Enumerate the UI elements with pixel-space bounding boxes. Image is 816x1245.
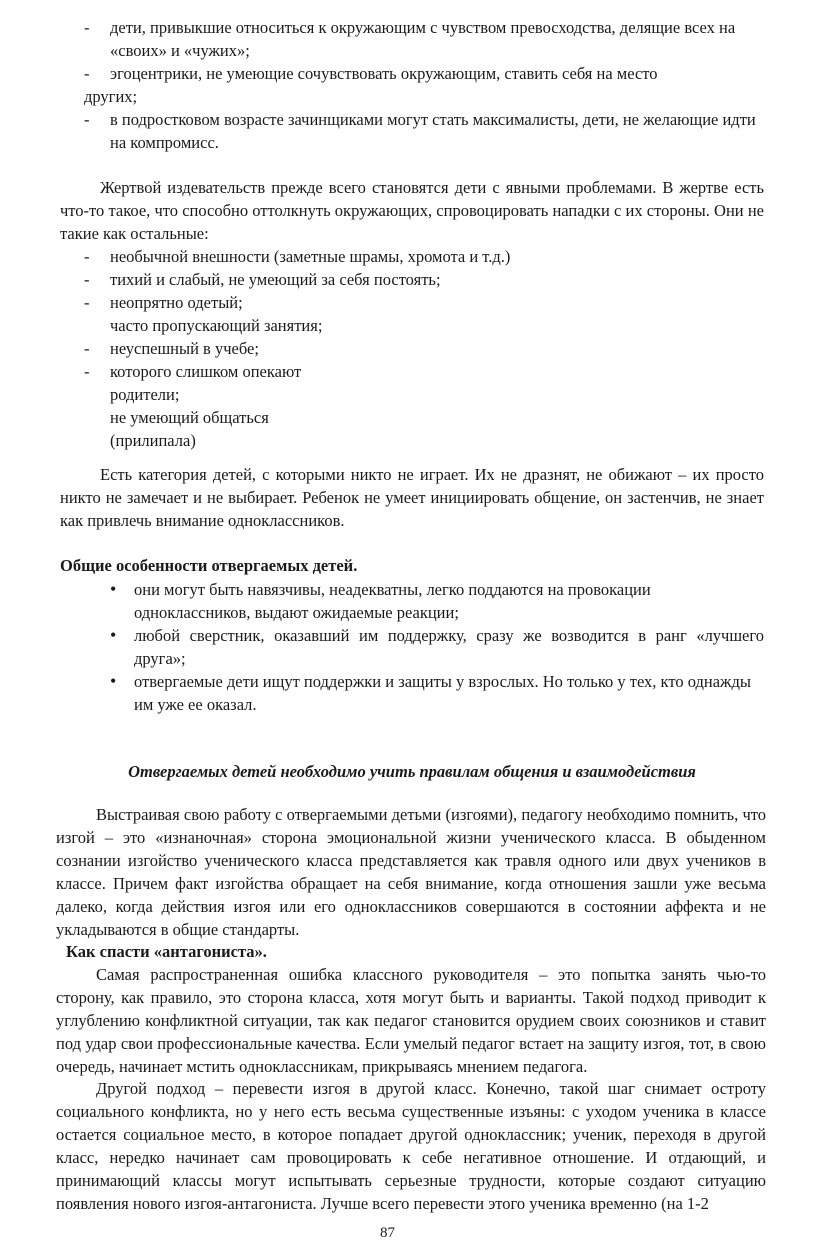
list-item: • они могут быть навязчивы, неадекватны, легко поддаются на провокации — [62, 578, 764, 601]
antagonist-heading: Как спасти «антагониста». — [66, 942, 267, 961]
list-item-continuation: других; — [84, 87, 138, 106]
list-item: - которого слишком опекают — [60, 360, 764, 383]
list-item: - неопрятно одетый; — [60, 291, 764, 314]
list-item: - дети, привыкшие относиться к окружающим с чувством превосходства, делящие всех на «своих» и «чужих»; — [60, 16, 764, 62]
rejected-features-list — [62, 578, 764, 716]
antagonist-paragraph-2: Другой подход – перевести изгоя в другой класс. Конечно, такой шаг снимает остроту социального конфликта, но у него есть весьма существенные изъяны: с уходом ученика в классе остается социальное место, в которое попадает другой одноклассник; ученик, переходя в другой класс, нередко начинает сам провоцировать к себе негативное отношение. И отдающий, и принимающий классы могут испытывать серьезные трудности, которые создают ситуацию появления нового изгоя-антагониста. Лучше всего перевести этого ученика временно (на 1-2 — [56, 1079, 766, 1213]
list-item-continuation: одноклассников, выдают ожидаемые реакции; — [134, 603, 459, 622]
list-item: - в подростковом возрасте зачинщиками могут стать максималисты, дети, не желающие идти на компромисс. — [60, 108, 764, 154]
list-item-continuation: (прилипала) — [110, 431, 196, 450]
list-item: - эгоцентрики, не умеющие сочувствовать окружающим, ставить себя на место — [60, 62, 764, 85]
list-item: • любой сверстник, оказавший им поддержку, сразу же возводится в ранг «лучшего друга»; — [62, 624, 764, 670]
rejected-conclusion: Отвергаемых детей необходимо учить правилам общения и взаимодействия — [128, 762, 696, 781]
bully-traits-list — [60, 16, 764, 154]
outcast-paragraph: Выстраивая свою работу с отвергаемыми детьми (изгоями), педагогу необходимо помнить, что изгой – это «изнаночная» сторона эмоциональной жизни ученического класса. В обыденном сознании изгойство ученического класса представляется как травля одного или двух учеников в классе. Причем факт изгойства обращает на себя внимание, когда отношения зашли уже весьма далеко, когда действия изгоя или его одноклассников совершаются в состоянии аффекта и не укладываются в общие стандарты. — [56, 805, 766, 939]
list-item-continuation: не умеющий общаться — [110, 408, 269, 427]
list-item-continuation: часто пропускающий занятия; — [110, 316, 323, 335]
list-item: - неуспешный в учебе; — [60, 337, 764, 360]
rejected-heading: Общие особенности отвергаемых детей. — [60, 556, 358, 575]
antagonist-paragraph-1: Самая распространенная ошибка классного руководителя – это попытка занять чью-то сторону, как правило, это сторона класса, хотя могут быть и варианты. Такой подход приводит к углублению конфликтной ситуации, так как педагог становится орудием своих союзников и ставит под удар свои профессиональные качества. Если умелый педагог встает на защиту изгоя, тот, в свою очередь, начинает мстить одноклассникам, прикрываясь мнением педагога. — [56, 965, 766, 1076]
victims-list — [60, 245, 764, 452]
list-item-continuation: родители; — [110, 385, 180, 404]
ignored-children-paragraph: Есть категория детей, с которыми никто не играет. Их не дразнят, не обижают – их просто никто не замечает и не выбирает. Ребенок не умеет инициировать общение, он застенчив, не знает как привлечь внимание одноклассников. — [60, 465, 764, 530]
victims-intro-paragraph: Жертвой издевательств прежде всего становятся дети с явными проблемами. В жертве есть что-то такое, что способно оттолкнуть окружающих, спровоцировать нападки с их стороны. Они не такие как остальные: — [60, 178, 764, 243]
list-item-continuation: им уже ее оказал. — [134, 695, 257, 714]
page-number: 87 — [380, 1225, 395, 1241]
list-item: - необычной внешности (заметные шрамы, хромота и т.д.) — [60, 245, 764, 268]
list-item: • отвергаемые дети ищут поддержки и защиты у взрослых. Но только у тех, кто однажды — [62, 670, 764, 693]
list-item: - тихий и слабый, не умеющий за себя постоять; — [60, 268, 764, 291]
